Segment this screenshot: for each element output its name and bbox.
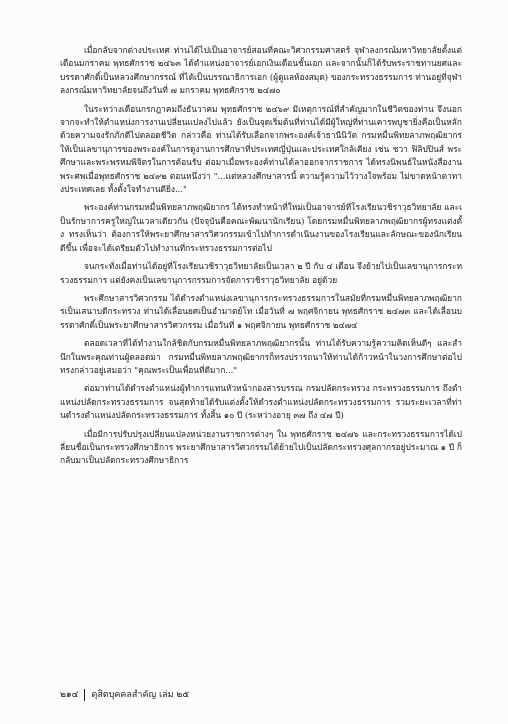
paragraph: จนกระทั่งเมื่อท่านได้อยู่ที่โรงเรียนวชิราวุธวิทยาลัยเป็นเวลา ๒ ปี กับ ๔ เดือน จึงย้ายไปเป็นเลขานุการกระทรวงธรรมการ แต่ยังคงเป็นเลขานุการกรรมการจัดการวชิราวุธวิทยาลัย อยู่ด้วย (60, 261, 462, 285)
paragraph: เมื่อกลับจากต่างประเทศ ท่านได้ไปเป็นอาจารย์สอนที่คณะวิศวกรรมศาสตร์ จุฬาลงกรณ์มหาวิทยาลัยตั้งแต่เดือนมกราคม พุทธศักราช ๒๔๖๓ ได้ตำแหน่งอาจารย์เอกเงินเดือนชั้นเอก และจากนั้นก็ได้รับพระราชทานยศและบรรดาศักดิ์เป็นหลวงศึกษากรรณ์ ที่ได้เป็นบรรณาธิการเอก (ผู้ดูแลห้องสมุด) ของกระทรวงธรรมการ ท่านอยู่ที่จุฬาลงกรณ์มหาวิทยาลัยจนถึงวันที่ ๗ มกราคม พุทธศักราช ๒๔๗๐ (60, 45, 462, 96)
paragraph: เมื่อมีการปรับปรุงเปลี่ยนแปลงหน่วยงานราชการต่างๆ ใน พุทธศักราช ๒๔๗๖ และกระทรวงธรรมการได้เปลี่ยนชื่อเป็นกระทรวงศึกษาธิการ พระยาศึกษาสารวิศวกรรมได้ย้ายไปเป็นปลัดกระทรวงศุลกากรอยู่ประมาณ ๑ ปี ก็กลับมาเป็นปลัดกระทรวงศึกษาธิการ (60, 428, 462, 466)
paragraph: ต่อมาท่านได้ดำรงตำแหน่งผู้ทำการแทนหัวหน้ากองสารบรรณ กรมปลัดกระทรวง กระทรวงธรรมการ ถึงตำแหน่งปลัดกระทรวงธรรมการ จนสุดท้ายได้รับแต่งตั้งให้ดำรงตำแหน่งปลัดกระทรวงธรรมการ รวมระยะเวลาที่ท่านดำรงตำแหน่งปลัดกระทรวงธรรมการ ทั้งสิ้น ๑๐ ปี (ระหว่างอายุ ๓๗ ถึง ๔๗ ปี) (60, 383, 462, 421)
paragraph: ตลอดเวลาที่ได้ทำงานใกล้ชิดกับกรมหมื่นพิทยลาภพฤฒิยากรนั้น ท่านได้รับความรู้ความคิดเห็นดีๆ และสำนึกในพระคุณท่านผู้ตลอดมา กรมหมื่นพิทยลาภพฤฒิยากรก็ทรงปรารถนาให้ท่านได้ก้าวหน้าในวงการศึกษาต่อไป ทรงกล่าวอยู่เสมอว่า "คุณพระเป็นเพื่อนที่ดีมาก..." (60, 338, 462, 375)
footer-divider (84, 689, 85, 701)
book-title: ดุสิตบุคคลสำคัญ เล่ม ๒๕ (91, 690, 190, 700)
paragraph: พระศึกษาสารวิศวกรรม ได้ดำรงตำแหน่งเลขานุการกระทรวงธรรมการในสมัยที่กรมหมื่นพิทยลาภพฤฒิยากรเป็นเสนาบดีกระทรวง ท่านได้เลื่อนยศเป็นอำมาตย์โท เมื่อวันที่ ๗ พฤศจิกายน พุทธศักราช ๒๔๗๓ และได้เลื่อนบรรดาศักดิ์เป็นพระยาศึกษาสารวิศวกรรม เมื่อวันที่ ๑ พฤศจิกายน พุทธศักราช ๒๔๗๔ (60, 292, 462, 330)
page-number: ๒๑๔ (60, 690, 79, 700)
body-text (60, 44, 462, 472)
paragraph: ในระหว่างเดือนกรกฎาคมถึงธันวาคม พุทธศักราช ๒๔๖๙ มีเหตุการณ์ที่สำคัญมากในชีวิตของท่าน จึงนอกจากจะทำให้ตำแหน่งการงานเปลี่ยนแปลงไปแล้ว ยังเป็นจุดเริ่มต้นที่ท่านได้มีผู้ใหญ่ที่ท่านเคารพบูชายิ่งคือเป็นหลักด้วยความจงรักภักดีไปตลอดชีวิต กล่าวคือ ท่านได้รับเลือกจากพระองค์เจ้าธานีนิวัต กรมหมื่นพิทยลาภพฤฒิยากร ให้เป็นเลขานุการของพระองค์ในการดูงานการศึกษาที่ประเทศญี่ปุ่นและประเทศใกล้เคียง เช่น ชวา ฟิลิปปินส์ พระศึกษาและพระพรหมพิจิตรในการต้อนรับ ต่อมาเมื่อพระองค์ท่านได้ลาออกจากราชการ ได้ทรงนิพนธ์ในหนังสืองานพระศพเมื่อพุทธศักราช ๒๔๙๒ ตอนหนึ่งว่า "...แต่หลวงศึกษาสารนี้ ความรู้ความไว้วางใจพร้อม ไม่ขาดหน้าตาทางประเทศเลย ทั้งตั้งใจทำงานดียิ่ง..." (60, 103, 462, 195)
paragraph: พระองค์ท่านกรมหมื่นพิทยลาภพฤฒิยากร ได้ทรงทำหน้าที่ใหม่เป็นอาจารย์ที่โรงเรียนวชิราวุธวิทยาลัย และเป็นรักษาการครูใหญ่ในเวลาเดียวกัน (ปัจจุบันคือคณะพัฒนานักเรียน) โดยกรมหมื่นพิทยลาภพฤฒิยากรผู้ทรงแต่งตั้ง ทรงเห็นว่า ต้องการให้พระยาศึกษาสารวิศวกรรมเข้าไปทำการดำเนินงานของโรงเรียนและลักษณะของนักเรียนดีขึ้น เพื่อจะได้เตรียมตัวไปทำงานที่กระทรวงธรรมการต่อไป (60, 202, 463, 253)
page-footer (60, 688, 189, 702)
